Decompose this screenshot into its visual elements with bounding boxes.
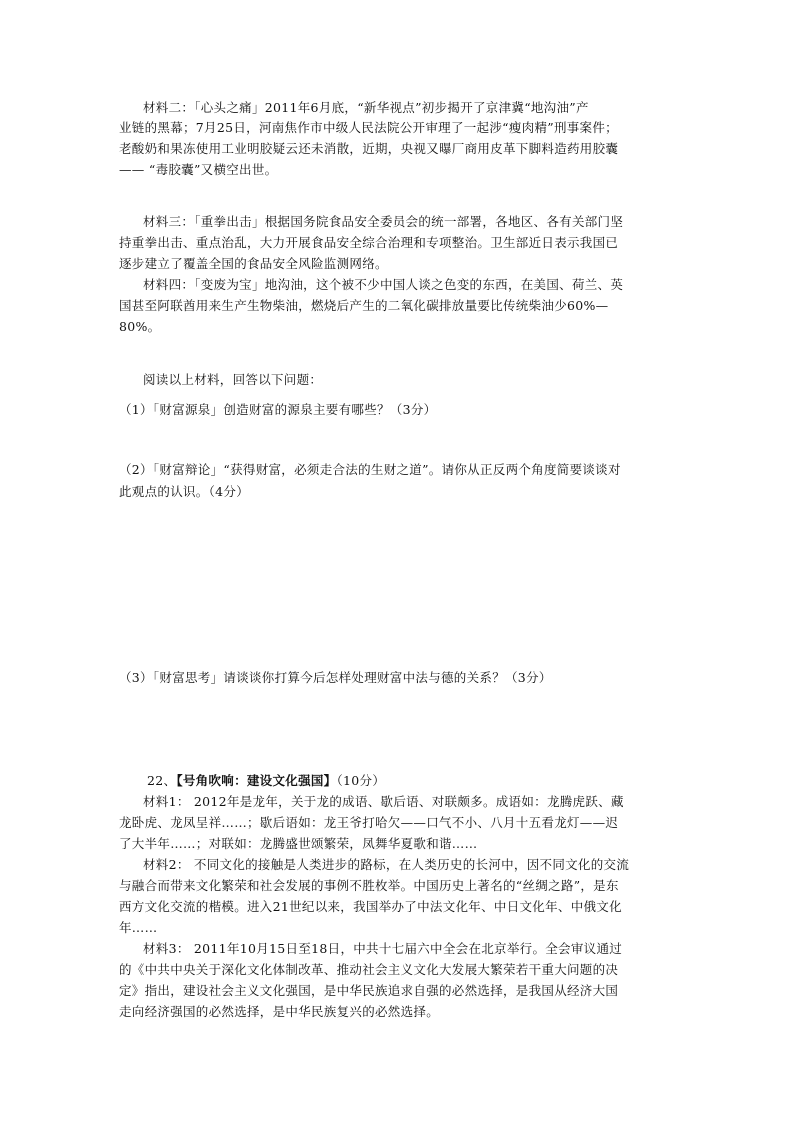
material-2-line: 业链的黑幕；7月25日，河南焦作市中级人民法院公开审理了一起涉“瘦肉精”刑事案件；: [119, 120, 618, 135]
question-22-number: 22、: [147, 773, 177, 788]
material-4-line: 材料四：「变废为宝」地沟油，这个被不少中国人谈之色变的东西，在美国、荷兰、英: [143, 277, 624, 292]
culture-material-2-line: 西方文化交流的楷模。进入21世纪以来，我国举办了中法文化年、中日文化年、中俄文化: [119, 899, 622, 914]
culture-material-3-line: 的《中共中央关于深化文化体制改革、推动社会主义文化大发展大繁荣若干重大问题的决: [119, 962, 619, 977]
material-3-line: 材料三：「重拳出击」根据国务院食品安全委员会的统一部署，各地区、各有关部门坚: [143, 214, 624, 229]
material-3-line: 逐步建立了覆盖全国的食品安全风险监测网络。: [119, 256, 388, 271]
material-2-line: 老酸奶和果冻使用工业明胶疑云还未消散，近期，央视又曝厂商用皮革下脚料造药用胶囊: [119, 141, 619, 156]
reading-prompt: 阅读以上材料，回答以下问题：: [143, 372, 323, 387]
material-4-line: 80%。: [119, 319, 161, 334]
culture-material-2-line: 年……: [119, 920, 158, 935]
culture-material-3-line: 定》指出，建设社会主义文化强国，是中华民族追求自强的必然选择，是我国从经济大国: [119, 983, 619, 998]
culture-material-2-line: 与融合而带来文化繁荣和社会发展的事例不胜枚举。中国历史上著名的“丝绸之路”，是东: [119, 878, 619, 893]
question-22-score: （10分）: [336, 773, 386, 788]
culture-material-1-line: 龙卧虎、龙凤呈祥……；歇后语如：龙王爷打哈欠——口气不小、八月十五看龙灯——迟: [119, 815, 619, 830]
question-1: （1）「财富源泉」创造财富的源泉主要有哪些？（3分）: [119, 402, 437, 417]
question-22-title: 【号角吹响：建设文化强国】: [176, 773, 337, 788]
material-2-line: —— “毒胶囊”又横空出世。: [119, 162, 278, 177]
culture-material-3-line: 材料3： 2011年10月15日至18日，中共十七届六中全会在北京举行。全会审议通过: [143, 941, 623, 956]
material-3-line: 持重拳出击、重点治乱，大力开展食品安全综合治理和专项整治。卫生部近日表示我国已: [119, 235, 619, 250]
culture-material-2-line: 材料2： 不同文化的接触是人类进步的路标，在人类历史的长河中，因不同文化的交流: [143, 857, 630, 872]
culture-material-3-line: 走向经济强国的必然选择，是中华民族复兴的必然选择。: [119, 1004, 440, 1019]
question-22-heading: [147, 773, 385, 789]
material-2-line: 材料二：「心头之痛」2011年6月底，“新华视点”初步揭开了京津冀“地沟油”产: [143, 100, 589, 115]
question-3: （3）「财富思考」请谈谈你打算今后怎样处理财富中法与德的关系？（3分）: [119, 670, 552, 685]
question-2-line: 此观点的认识。（4分）: [119, 484, 250, 499]
culture-material-1-line: 材料1： 2012年是龙年，关于龙的成语、歇后语、对联颇多。成语如：龙腾虎跃、藏: [143, 794, 624, 809]
culture-material-1-line: 了大半年……；对联如：龙腾盛世颂繁荣，凤舞华夏歌和谐……: [119, 836, 478, 851]
material-4-line: 国甚至阿联酋用来生产生物柴油，燃烧后产生的二氧化碳排放量要比传统柴油少60%—: [119, 298, 609, 313]
question-2-line: （2）「财富辩论」“获得财富，必须走合法的生财之道”。请你从正反两个角度简要谈谈对: [119, 462, 621, 477]
